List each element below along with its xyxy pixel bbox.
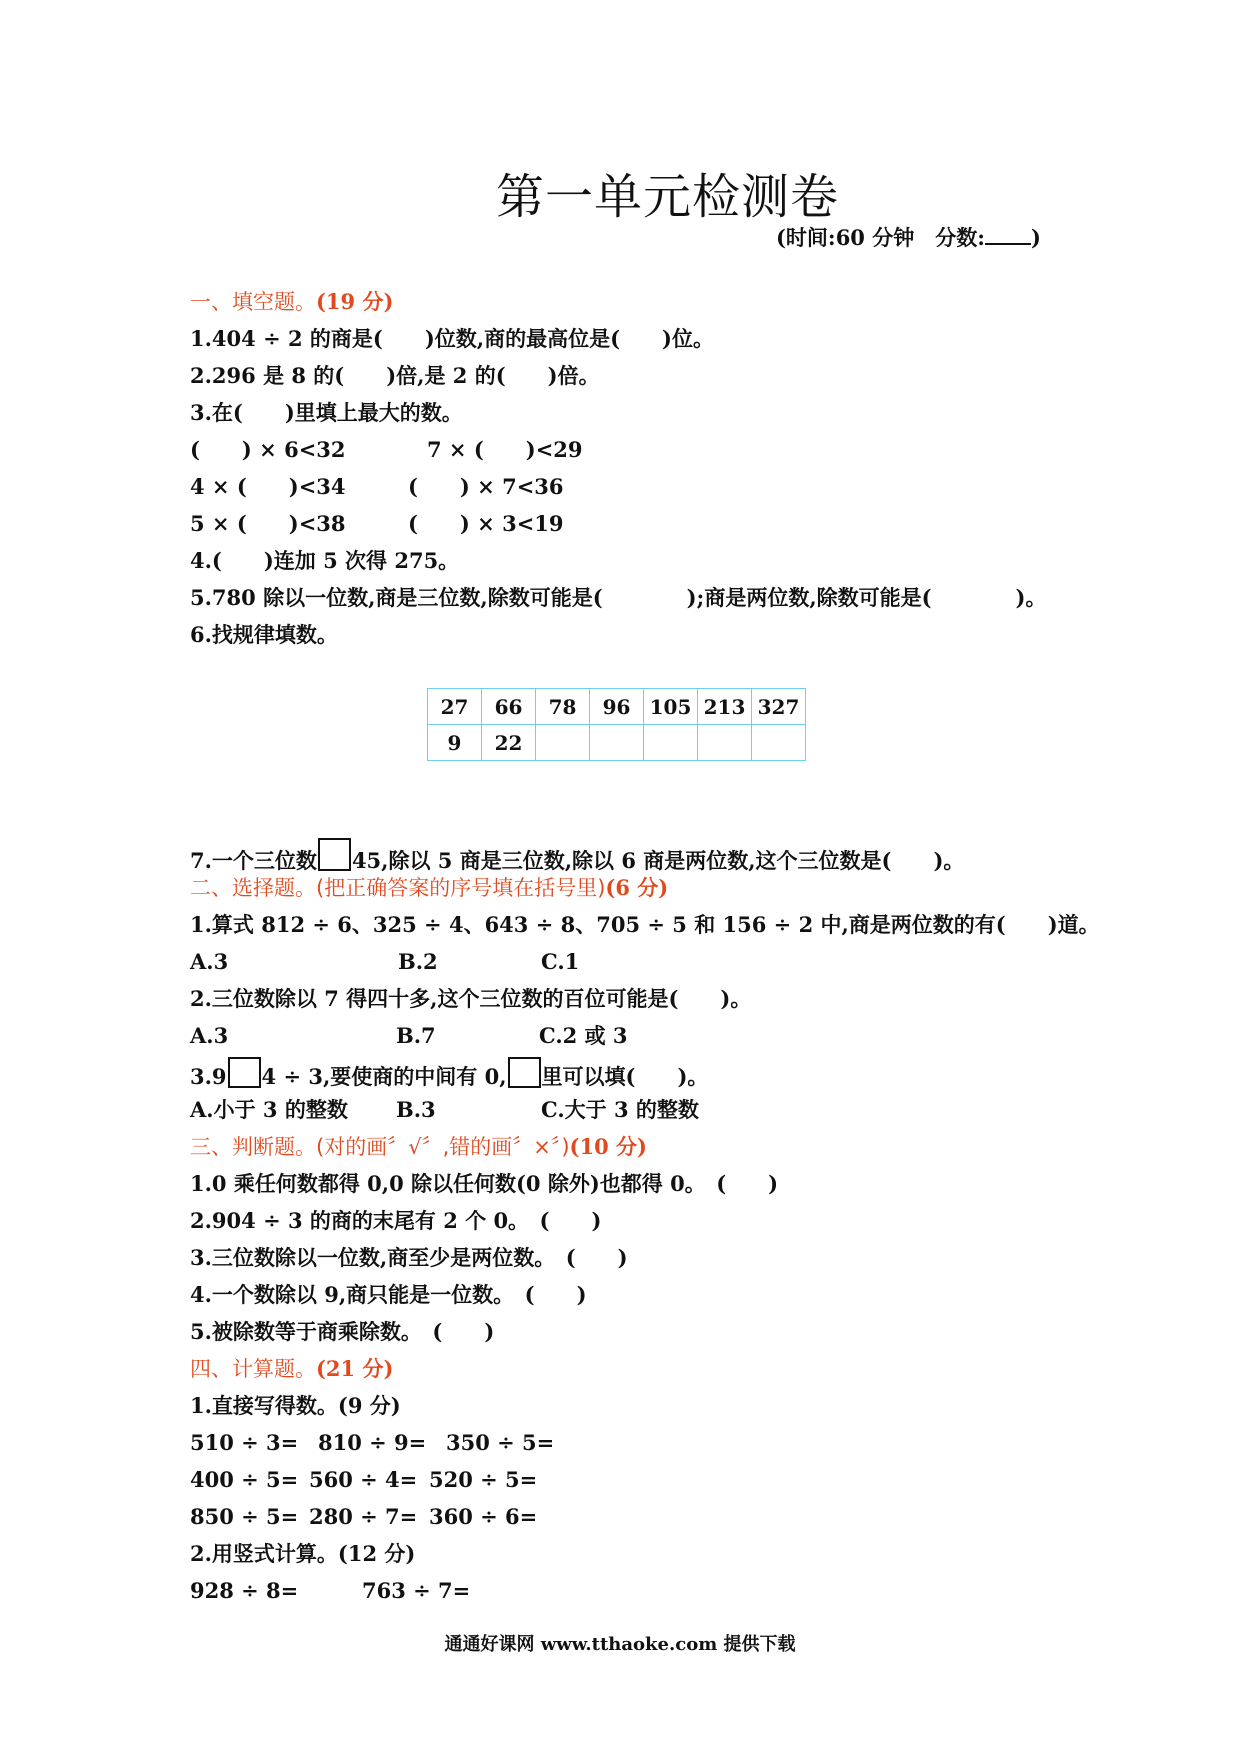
exam-meta (776, 222, 1041, 252)
sequence-answer-cell[interactable] (644, 725, 698, 761)
calc-item: 400 ÷ 5= (190, 1467, 299, 1492)
fill-question-1: 1.404 ÷ 2 的商是( )位数,商的最高位是( )位。 (190, 326, 714, 351)
fill-question-3f: ( ) × 3<19 (408, 511, 564, 536)
choice-option[interactable]: C.1 (541, 949, 580, 974)
digit-box[interactable] (508, 1057, 541, 1088)
sequence-cell: 327 (752, 689, 806, 725)
digit-box[interactable] (228, 1057, 261, 1088)
choice-option[interactable]: A.3 (190, 1023, 229, 1048)
calc-item: 350 ÷ 5= (446, 1430, 555, 1455)
choice-option[interactable]: B.3 (396, 1097, 436, 1122)
meta-close: ) (1030, 225, 1041, 250)
fill-question-4: 4.( )连加 5 次得 275。 (190, 548, 460, 573)
sequence-cell: 22 (482, 725, 536, 761)
page-title: 第一单元检测卷 (495, 169, 839, 225)
choice-option[interactable]: C.大于 3 的整数 (541, 1097, 699, 1122)
calc-question-2: 2.用竖式计算。(12 分) (190, 1541, 416, 1566)
calc-item: 280 ÷ 7= (309, 1504, 418, 1529)
calc-item: 560 ÷ 4= (309, 1467, 418, 1492)
score-blank[interactable] (985, 225, 1031, 245)
sequence-answer-cell[interactable] (752, 725, 806, 761)
fill-question-3c: 4 × ( )<34 (190, 474, 346, 499)
calc-item: 763 ÷ 7= (362, 1578, 471, 1603)
judge-question-5: 5.被除数等于商乘除数。 ( ) (190, 1319, 495, 1344)
calc-item: 520 ÷ 5= (429, 1467, 538, 1492)
fill-question-3e: 5 × ( )<38 (190, 511, 346, 536)
table-row (428, 689, 806, 725)
judge-question-1: 1.0 乘任何数都得 0,0 除以任何数(0 除外)也都得 0。 ( ) (190, 1171, 779, 1196)
judge-question-4: 4.一个数除以 9,商只能是一位数。 ( ) (190, 1282, 587, 1307)
sequence-answer-cell[interactable] (536, 725, 590, 761)
sequence-cell: 105 (644, 689, 698, 725)
sequence-cell: 213 (698, 689, 752, 725)
choice-question-1: 1.算式 812 ÷ 6、325 ÷ 4、643 ÷ 8、705 ÷ 5 和 156 ÷ 2 中,商是两位数的有( )道。 (190, 912, 1100, 937)
fill-question-3b: 7 × ( )<29 (427, 437, 583, 462)
choice-option[interactable]: B.2 (398, 949, 438, 974)
fill-question-2: 2.296 是 8 的( )倍,是 2 的( )倍。 (190, 363, 600, 388)
sequence-answer-cell[interactable] (698, 725, 752, 761)
sequence-cell: 78 (536, 689, 590, 725)
choice-option[interactable]: B.7 (396, 1023, 436, 1048)
calc-item: 928 ÷ 8= (190, 1578, 299, 1603)
calc-item: 510 ÷ 3= (190, 1430, 299, 1455)
judge-question-3: 3.三位数除以一位数,商至少是两位数。 ( ) (190, 1245, 628, 1270)
calc-item: 360 ÷ 6= (429, 1504, 538, 1529)
section-fill-heading: 一、填空题。(19 分) (190, 289, 394, 314)
choice-question-2: 2.三位数除以 7 得四十多,这个三位数的百位可能是( )。 (190, 986, 752, 1011)
fill-question-7: 7.一个三位数 45,除以 5 商是三位数,除以 6 商是两位数,这个三位数是( )。 (190, 838, 964, 875)
table-row (428, 725, 806, 761)
footer-credit: 通通好课网 www.tthaoke.com 提供下载 (444, 1634, 796, 1655)
calc-question-1: 1.直接写得数。(9 分) (190, 1393, 401, 1418)
sequence-cell: 66 (482, 689, 536, 725)
section-choice-heading: 二、选择题。(把正确答案的序号填在括号里)(6 分) (190, 875, 669, 900)
fill-question-3d: ( ) × 7<36 (408, 474, 564, 499)
choice-option[interactable]: C.2 或 3 (539, 1023, 628, 1048)
sequence-table (427, 688, 806, 761)
sequence-cell: 9 (428, 725, 482, 761)
sequence-cell: 27 (428, 689, 482, 725)
section-judge-heading: 三、判断题。(对的画〞√〞,错的画〞×〞)(10 分) (190, 1134, 647, 1159)
fill-question-5: 5.780 除以一位数,商是三位数,除数可能是( );商是两位数,除数可能是( )。 (190, 585, 1047, 610)
time-score-label: (时间:60 分钟 分数: (776, 225, 985, 250)
judge-question-2: 2.904 ÷ 3 的商的末尾有 2 个 0。 ( ) (190, 1208, 602, 1233)
section-calc-heading: 四、计算题。(21 分) (190, 1356, 394, 1381)
fill-question-3: 3.在( )里填上最大的数。 (190, 400, 463, 425)
choice-option[interactable]: A.小于 3 的整数 (190, 1097, 348, 1122)
fill-question-6: 6.找规律填数。 (190, 622, 338, 647)
calc-item: 850 ÷ 5= (190, 1504, 299, 1529)
calc-item: 810 ÷ 9= (318, 1430, 427, 1455)
sequence-cell: 96 (590, 689, 644, 725)
digit-box[interactable] (318, 838, 351, 871)
sequence-answer-cell[interactable] (590, 725, 644, 761)
choice-question-3: 3.9 4 ÷ 3,要使商的中间有 0, 里可以填( )。 (190, 1057, 708, 1091)
choice-option[interactable]: A.3 (190, 949, 229, 974)
fill-question-3a: ( ) × 6<32 (190, 437, 346, 462)
